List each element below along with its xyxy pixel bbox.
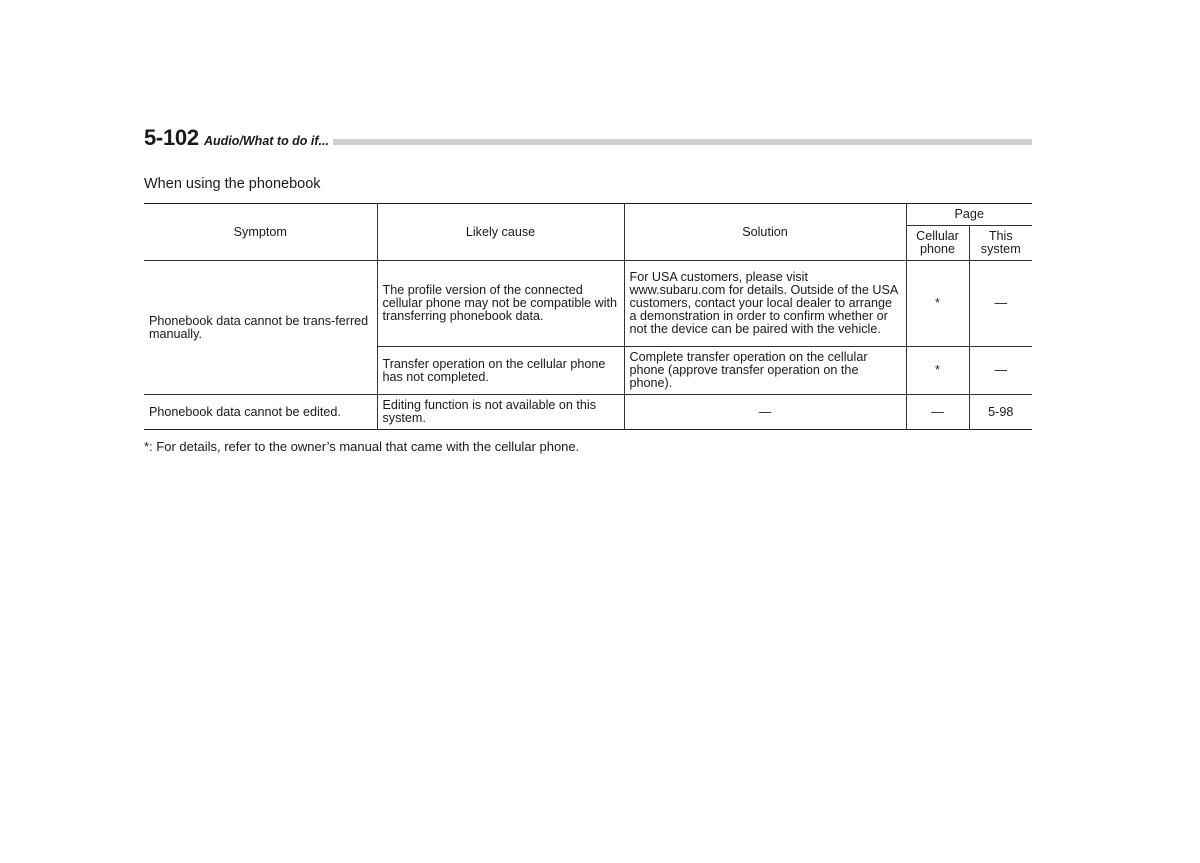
- header-cellular-phone: Cellular phone: [906, 226, 969, 261]
- table-header-row: [144, 204, 1032, 226]
- header-solution: Solution: [624, 204, 906, 261]
- cause-cell: Editing function is not available on this system.: [377, 395, 624, 430]
- cellular-phone-page-cell: —: [906, 395, 969, 430]
- section-title: Audio/What to do if...: [204, 134, 333, 148]
- symptom-cell: Phonebook data cannot be edited.: [144, 395, 377, 430]
- this-system-page-cell: —: [969, 261, 1032, 347]
- symptom-cell: Phonebook data cannot be trans-ferred manually.: [144, 261, 377, 395]
- page-number: 5-102: [144, 126, 205, 150]
- cellular-phone-page-cell: *: [906, 261, 969, 347]
- header-this-system: This system: [969, 226, 1032, 261]
- page-header: [144, 126, 1032, 150]
- header-page: Page: [906, 204, 1032, 226]
- troubleshooting-table: [144, 203, 1032, 430]
- solution-cell: Complete transfer operation on the cellular phone (approve transfer operation on the phone).: [624, 347, 906, 395]
- this-system-page-cell: —: [969, 347, 1032, 395]
- cause-cell: Transfer operation on the cellular phone has not completed.: [377, 347, 624, 395]
- solution-cell: For USA customers, please visit www.subaru.com for details. Outside of the USA customers, contact your local dealer to arrange a demonstration in order to confirm whether or not the device can be paired with the vehicle.: [624, 261, 906, 347]
- subheading: When using the phonebook: [144, 176, 321, 192]
- table-row: [144, 261, 1032, 347]
- header-symptom: Symptom: [144, 204, 377, 261]
- footnote: *: For details, refer to the owner’s manual that came with the cellular phone.: [144, 439, 580, 454]
- header-likely-cause: Likely cause: [377, 204, 624, 261]
- cause-cell: The profile version of the connected cellular phone may not be compatible with transferring phonebook data.: [377, 261, 624, 347]
- solution-cell: —: [624, 395, 906, 430]
- this-system-page-cell: 5-98: [969, 395, 1032, 430]
- table-row: [144, 395, 1032, 430]
- cellular-phone-page-cell: *: [906, 347, 969, 395]
